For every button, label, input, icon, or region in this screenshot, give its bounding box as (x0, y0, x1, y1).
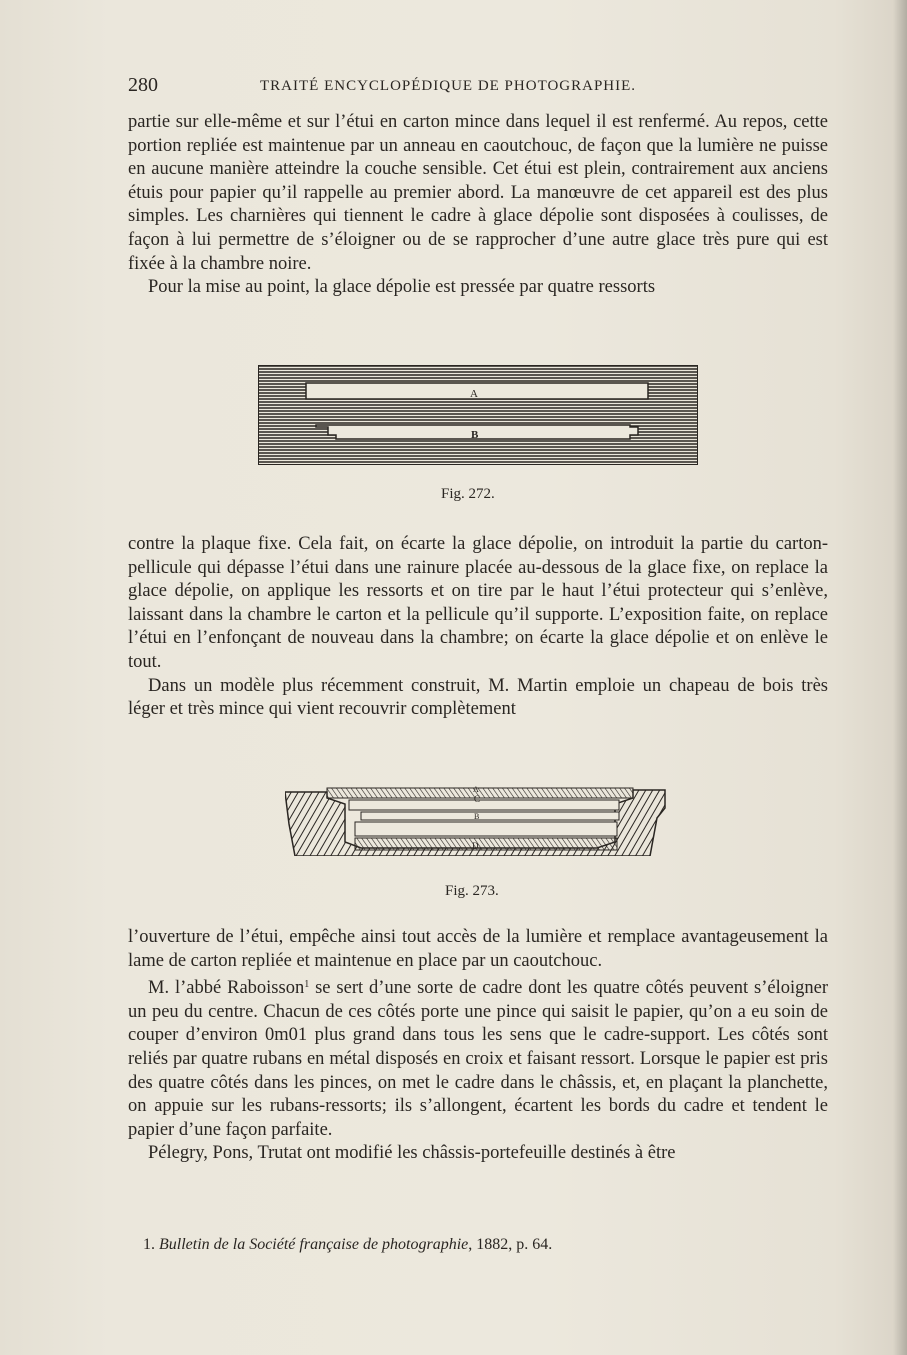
figure-label-a: A (473, 785, 479, 794)
figure-label-d: D (472, 841, 479, 851)
figure-273-diagram (285, 778, 675, 856)
paragraph: Dans un modèle plus récemment construit, M. Martin emploie un chapeau de bois très léger et très mince qui vient recouvrir complètement (128, 675, 828, 720)
figure-273-caption: Fig. 273. (445, 883, 499, 899)
text-block-top (128, 111, 828, 300)
paragraph: l’ouverture de l’étui, empêche ainsi tout accès de la lumière et remplace avantageusement la lame de carton repliée et maintenue en place par un caoutchouc. (128, 927, 828, 971)
running-head: TRAITÉ ENCYCLOPÉDIQUE DE PHOTOGRAPHIE. (260, 78, 637, 94)
footnote-rest: , 1882, p. 64. (468, 1236, 553, 1253)
paragraph-rest: se sert d’une sorte de cadre dont les quatre côtés peuvent s’éloigner un peu du centre. Chacun de ces côtés porte une pince qui saisit le papier, qu’on a eu soin de couper d’environ 0m01 plus grand dans tous les sens que le cadre-support. Les côtés sont reliés par quatre rubans en métal disposés en croix et faisant ressort. Lorsque le papier est pris des quatre côtés dans les pinces, on met le cadre dans le châssis, et, en plaçant la planchette, on appuie sur les rubans-ressorts; ils s’allongent, écartent les bords du cadre et tendent le papier d’une façon parfaite. (128, 978, 828, 1140)
figure-label-c: C (474, 794, 481, 804)
figure-272-caption: Fig. 272. (441, 486, 495, 502)
figure-label-a: A (470, 388, 478, 400)
text-block-bottom (128, 926, 828, 1166)
paragraph: Pélegry, Pons, Trutat ont modifié les châssis-portefeuille destinés à être (148, 1143, 676, 1164)
paragraph: Pour la mise au point, la glace dépolie est pressée par quatre ressorts (148, 277, 656, 298)
footnote-number: 1. (143, 1236, 155, 1253)
footnote-title: Bulletin de la Société française de photographie (159, 1236, 469, 1253)
figure-label-b: B (471, 429, 479, 441)
paragraph: partie sur elle-même et sur l’étui en carton mince dans lequel il est renfermé. Au repos, cette portion repliée est maintenue par un anneau en caoutchouc, de façon que la lumière ne puisse en aucune manière atteindre la couche sensible. Cet étui est plein, contrairement aux anciens étuis pour papier qu’il rappelle au premier abord. La manœuvre de cet appareil est des plus simples. Les charnières qui tiennent le cadre à glace dépolie sont disposées à coulisses, de façon à lui permettre de s’éloigner ou de se rapprocher d’une autre glace très pure qui est fixée à la chambre noire. (128, 112, 828, 274)
page-number: 280 (128, 74, 158, 96)
figure-272-diagram (258, 365, 698, 465)
page-header (128, 74, 828, 104)
paragraph-lead: M. l’abbé Raboisson (148, 978, 305, 999)
text-block-middle (128, 533, 828, 722)
footnote (143, 1236, 833, 1254)
figure-label-b: B (474, 812, 480, 821)
page-edge-shadow (893, 0, 907, 1355)
paragraph (128, 973, 828, 1142)
footnote-marker: 1 (304, 979, 310, 991)
paragraph: contre la plaque fixe. Cela fait, on écarte la glace dépolie, on introduit la partie du carton-pellicule qui dépasse l’étui dans une rainure placée au-dessous de la glace fixe, on replace la glace dépolie, on applique les ressorts et on tire par le haut l’étui protecteur qui s’enlève, laissant dans la chambre le carton et la pellicule qu’il supporte. L’exposition faite, on replace l’étui en l’enfonçant de nouveau dans la chambre; on écarte la glace dépolie et on enlève le tout. (128, 534, 828, 672)
